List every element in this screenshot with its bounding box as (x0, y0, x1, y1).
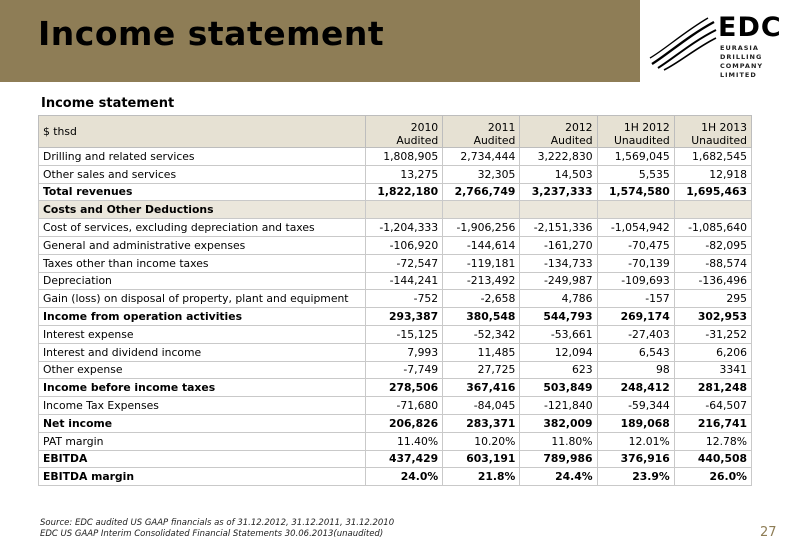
column-header-year: 1H 2013 (701, 121, 747, 134)
column-header-year: 2011 (487, 121, 516, 134)
table-row-total (39, 183, 752, 201)
row-label: Drilling and related services (39, 148, 366, 166)
cell-value: -121,840 (520, 397, 597, 415)
cell-value: -106,920 (366, 236, 443, 254)
table-row (39, 325, 752, 343)
cell-value: 380,548 (443, 308, 520, 326)
cell-value: 437,429 (366, 450, 443, 468)
cell-value: -249,987 (520, 272, 597, 290)
cell-value: 32,305 (443, 165, 520, 183)
cell-value: -144,614 (443, 236, 520, 254)
table-row (39, 272, 752, 290)
cell-value: 10.20% (443, 432, 520, 450)
cell-value: -1,054,942 (597, 219, 674, 237)
cell-value: -53,661 (520, 325, 597, 343)
column-header (597, 116, 674, 148)
logo-mark: EDC (718, 12, 782, 43)
cell-value: -161,270 (520, 236, 597, 254)
cell-value: 1,569,045 (597, 148, 674, 166)
cell-value: -7,749 (366, 361, 443, 379)
table-row (39, 148, 752, 166)
cell-value: 206,826 (366, 414, 443, 432)
cell-value: -134,733 (520, 254, 597, 272)
column-header (674, 116, 751, 148)
column-header-status: Unaudited (691, 134, 747, 147)
cell-value: 1,695,463 (674, 183, 751, 201)
row-label: EBITDA (39, 450, 366, 468)
cell-value: 3,237,333 (520, 183, 597, 201)
cell-value: 278,506 (366, 379, 443, 397)
table-row-total (39, 414, 752, 432)
cell-value: 27,725 (443, 361, 520, 379)
cell-value (674, 201, 751, 219)
cell-value: 23.9% (597, 468, 674, 486)
cell-value: -109,693 (597, 272, 674, 290)
cell-value: 3341 (674, 361, 751, 379)
cell-value: 623 (520, 361, 597, 379)
table-row (39, 219, 752, 237)
logo-subtitle-line1: EURASIA DRILLING (720, 44, 763, 61)
cell-value: -1,906,256 (443, 219, 520, 237)
cell-value: 26.0% (674, 468, 751, 486)
cell-value: 189,068 (597, 414, 674, 432)
section-title: Income statement (41, 96, 175, 111)
column-header-status: Audited (396, 134, 439, 147)
source-note (40, 518, 394, 540)
cell-value: 12.01% (597, 432, 674, 450)
cell-value: 11.80% (520, 432, 597, 450)
cell-value: 367,416 (443, 379, 520, 397)
row-label: Total revenues (39, 183, 366, 201)
column-header (443, 116, 520, 148)
row-label: EBITDA margin (39, 468, 366, 486)
column-header-label: $ thsd (43, 125, 77, 138)
cell-value: 3,222,830 (520, 148, 597, 166)
row-label: Net income (39, 414, 366, 432)
cell-value: 544,793 (520, 308, 597, 326)
cell-value (597, 201, 674, 219)
table-row (39, 432, 752, 450)
table-row (39, 236, 752, 254)
cell-value: 98 (597, 361, 674, 379)
row-label: Gain (loss) on disposal of property, plant and equipment (39, 290, 366, 308)
page-number: 27 (760, 525, 777, 540)
table-row-subtotal (39, 308, 752, 326)
cell-value: 2,734,444 (443, 148, 520, 166)
cell-value: 24.4% (520, 468, 597, 486)
column-header-status: Audited (550, 134, 593, 147)
cell-value: 302,953 (674, 308, 751, 326)
cell-value: 2,766,749 (443, 183, 520, 201)
cell-value: 503,849 (520, 379, 597, 397)
table-row-subtotal (39, 379, 752, 397)
cell-value: 24.0% (366, 468, 443, 486)
table-row (39, 397, 752, 415)
table-row-section (39, 201, 752, 219)
row-label: Other sales and services (39, 165, 366, 183)
cell-value: 12,094 (520, 343, 597, 361)
cell-value: -119,181 (443, 254, 520, 272)
cell-value: -1,204,333 (366, 219, 443, 237)
cell-value: 21.8% (443, 468, 520, 486)
row-label: Income from operation activities (39, 308, 366, 326)
column-header-year: 1H 2012 (623, 121, 670, 134)
row-label: Costs and Other Deductions (39, 201, 366, 219)
row-label: Interest and dividend income (39, 343, 366, 361)
cell-value: -84,045 (443, 397, 520, 415)
cell-value: -752 (366, 290, 443, 308)
cell-value: 603,191 (443, 450, 520, 468)
cell-value (520, 201, 597, 219)
cell-value: 216,741 (674, 414, 751, 432)
logo (640, 0, 800, 82)
row-label: General and administrative expenses (39, 236, 366, 254)
table-header-row (39, 116, 752, 148)
table-row (39, 343, 752, 361)
cell-value: 293,387 (366, 308, 443, 326)
cell-value: 376,916 (597, 450, 674, 468)
logo-subtitle (720, 44, 800, 80)
cell-value: 12,918 (674, 165, 751, 183)
cell-value: -15,125 (366, 325, 443, 343)
cell-value: 440,508 (674, 450, 751, 468)
cell-value: -136,496 (674, 272, 751, 290)
column-header-year: 2010 (410, 121, 439, 134)
cell-value: 6,206 (674, 343, 751, 361)
cell-value: 6,543 (597, 343, 674, 361)
income-statement-table (38, 115, 752, 486)
cell-value: -72,547 (366, 254, 443, 272)
cell-value: 11.40% (366, 432, 443, 450)
page-title: Income statement (38, 14, 385, 53)
cell-value: -52,342 (443, 325, 520, 343)
cell-value: -157 (597, 290, 674, 308)
cell-value: 1,822,180 (366, 183, 443, 201)
source-note-line1: Source: EDC audited US GAAP financials as of 31.12.2012, 31.12.2011, 31.12.2010 (40, 518, 395, 528)
cell-value: -213,492 (443, 272, 520, 290)
cell-value: 382,009 (520, 414, 597, 432)
cell-value (366, 201, 443, 219)
cell-value: 14,503 (520, 165, 597, 183)
column-header-status: Unaudited (613, 134, 670, 147)
cell-value: -59,344 (597, 397, 674, 415)
column-header (366, 116, 443, 148)
cell-value: -27,403 (597, 325, 674, 343)
cell-value: 7,993 (366, 343, 443, 361)
column-header-status: Audited (473, 134, 516, 147)
row-label: Income Tax Expenses (39, 397, 366, 415)
cell-value: 269,174 (597, 308, 674, 326)
row-label: Cost of services, excluding depreciation and taxes (39, 219, 366, 237)
row-label: Interest expense (39, 325, 366, 343)
cell-value: 789,986 (520, 450, 597, 468)
cell-value: 295 (674, 290, 751, 308)
cell-value: -2,151,336 (520, 219, 597, 237)
table-row (39, 165, 752, 183)
cell-value: 5,535 (597, 165, 674, 183)
column-header (39, 116, 366, 148)
row-label: Depreciation (39, 272, 366, 290)
column-header (520, 116, 597, 148)
cell-value (443, 201, 520, 219)
cell-value: 1,682,545 (674, 148, 751, 166)
cell-value: -144,241 (366, 272, 443, 290)
cell-value: -1,085,640 (674, 219, 751, 237)
cell-value: 248,412 (597, 379, 674, 397)
table-row (39, 290, 752, 308)
cell-value: -70,475 (597, 236, 674, 254)
row-label: Income before income taxes (39, 379, 366, 397)
cell-value: -64,507 (674, 397, 751, 415)
row-label: PAT margin (39, 432, 366, 450)
cell-value: 13,275 (366, 165, 443, 183)
table-row (39, 254, 752, 272)
row-label: Other expense (39, 361, 366, 379)
table-row-total (39, 468, 752, 486)
header-band (0, 0, 800, 82)
cell-value: 11,485 (443, 343, 520, 361)
row-label: Taxes other than income taxes (39, 254, 366, 272)
cell-value: 1,574,580 (597, 183, 674, 201)
cell-value: -70,139 (597, 254, 674, 272)
table-row-total (39, 450, 752, 468)
cell-value: -71,680 (366, 397, 443, 415)
cell-value: 12.78% (674, 432, 751, 450)
cell-value: -88,574 (674, 254, 751, 272)
table-row (39, 361, 752, 379)
cell-value: 283,371 (443, 414, 520, 432)
cell-value: -82,095 (674, 236, 751, 254)
logo-swoosh-icon (648, 14, 718, 72)
cell-value: 4,786 (520, 290, 597, 308)
logo-subtitle-line2: COMPANY LIMITED (720, 62, 764, 79)
cell-value: -2,658 (443, 290, 520, 308)
column-header-year: 2012 (565, 121, 593, 134)
cell-value: -31,252 (674, 325, 751, 343)
cell-value: 281,248 (674, 379, 751, 397)
cell-value: 1,808,905 (366, 148, 443, 166)
source-note-line2: EDC US GAAP Interim Consolidated Financial Statements 30.06.2013(unaudited) (40, 529, 384, 539)
